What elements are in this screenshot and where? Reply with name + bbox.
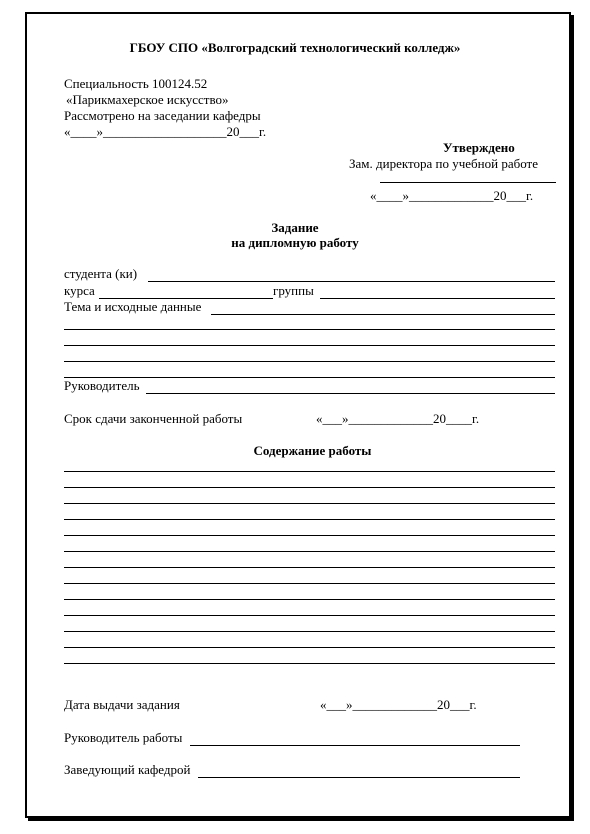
approval-role: Зам. директора по учебной работе (349, 156, 538, 171)
specialty-name: «Парикмахерское искусство» (66, 92, 229, 107)
task-subtitle: на дипломную работу (231, 235, 359, 250)
content-line[interactable] (64, 503, 555, 504)
work-supervisor-field-line[interactable] (190, 745, 520, 746)
task-title: Задание (271, 220, 319, 235)
department-head-field-line[interactable] (198, 777, 520, 778)
approval-signature-line (380, 182, 556, 183)
considered-line: Рассмотрено на заседании кафедры (64, 108, 261, 123)
topic-field-line[interactable] (211, 314, 555, 315)
group-label: группы (273, 283, 314, 298)
content-line[interactable] (64, 631, 555, 632)
topic-label: Тема и исходные данные (64, 299, 202, 314)
content-line[interactable] (64, 535, 555, 536)
institution-title: ГБОУ СПО «Волгоградский технологический колледж» (129, 40, 461, 55)
issue-date: «___»_____________20___г. (320, 697, 477, 712)
approval-date: «____»_____________20___г. (370, 188, 534, 203)
student-field-line[interactable] (148, 281, 555, 282)
content-line[interactable] (64, 647, 555, 648)
content-line[interactable] (64, 567, 555, 568)
deadline-date: «___»_____________20____г. (316, 411, 480, 426)
content-title: Содержание работы (253, 443, 372, 458)
content-line[interactable] (64, 519, 555, 520)
content-line[interactable] (64, 551, 555, 552)
deadline-label: Срок сдачи законченной работы (64, 411, 243, 426)
specialty-line: Специальность 100124.52 (64, 76, 208, 91)
student-label: студента (ки) (64, 266, 138, 281)
content-line[interactable] (64, 487, 555, 488)
content-line[interactable] (64, 471, 555, 472)
department-head-label: Заведующий кафедрой (64, 762, 191, 777)
content-line[interactable] (64, 583, 555, 584)
content-line[interactable] (64, 615, 555, 616)
topic-extra-line[interactable] (64, 345, 555, 346)
approval-title: Утверждено (443, 140, 515, 155)
supervisor-label: Руководитель (64, 378, 140, 393)
considered-date: «____»___________________20___г. (64, 124, 267, 139)
topic-extra-line[interactable] (64, 361, 555, 362)
supervisor-field-line[interactable] (146, 393, 555, 394)
content-line[interactable] (64, 599, 555, 600)
content-line[interactable] (64, 663, 555, 664)
issue-date-label: Дата выдачи задания (64, 697, 180, 712)
course-label: курса (64, 283, 95, 298)
group-field-line[interactable] (320, 298, 555, 299)
topic-extra-line[interactable] (64, 329, 555, 330)
work-supervisor-label: Руководитель работы (64, 730, 183, 745)
